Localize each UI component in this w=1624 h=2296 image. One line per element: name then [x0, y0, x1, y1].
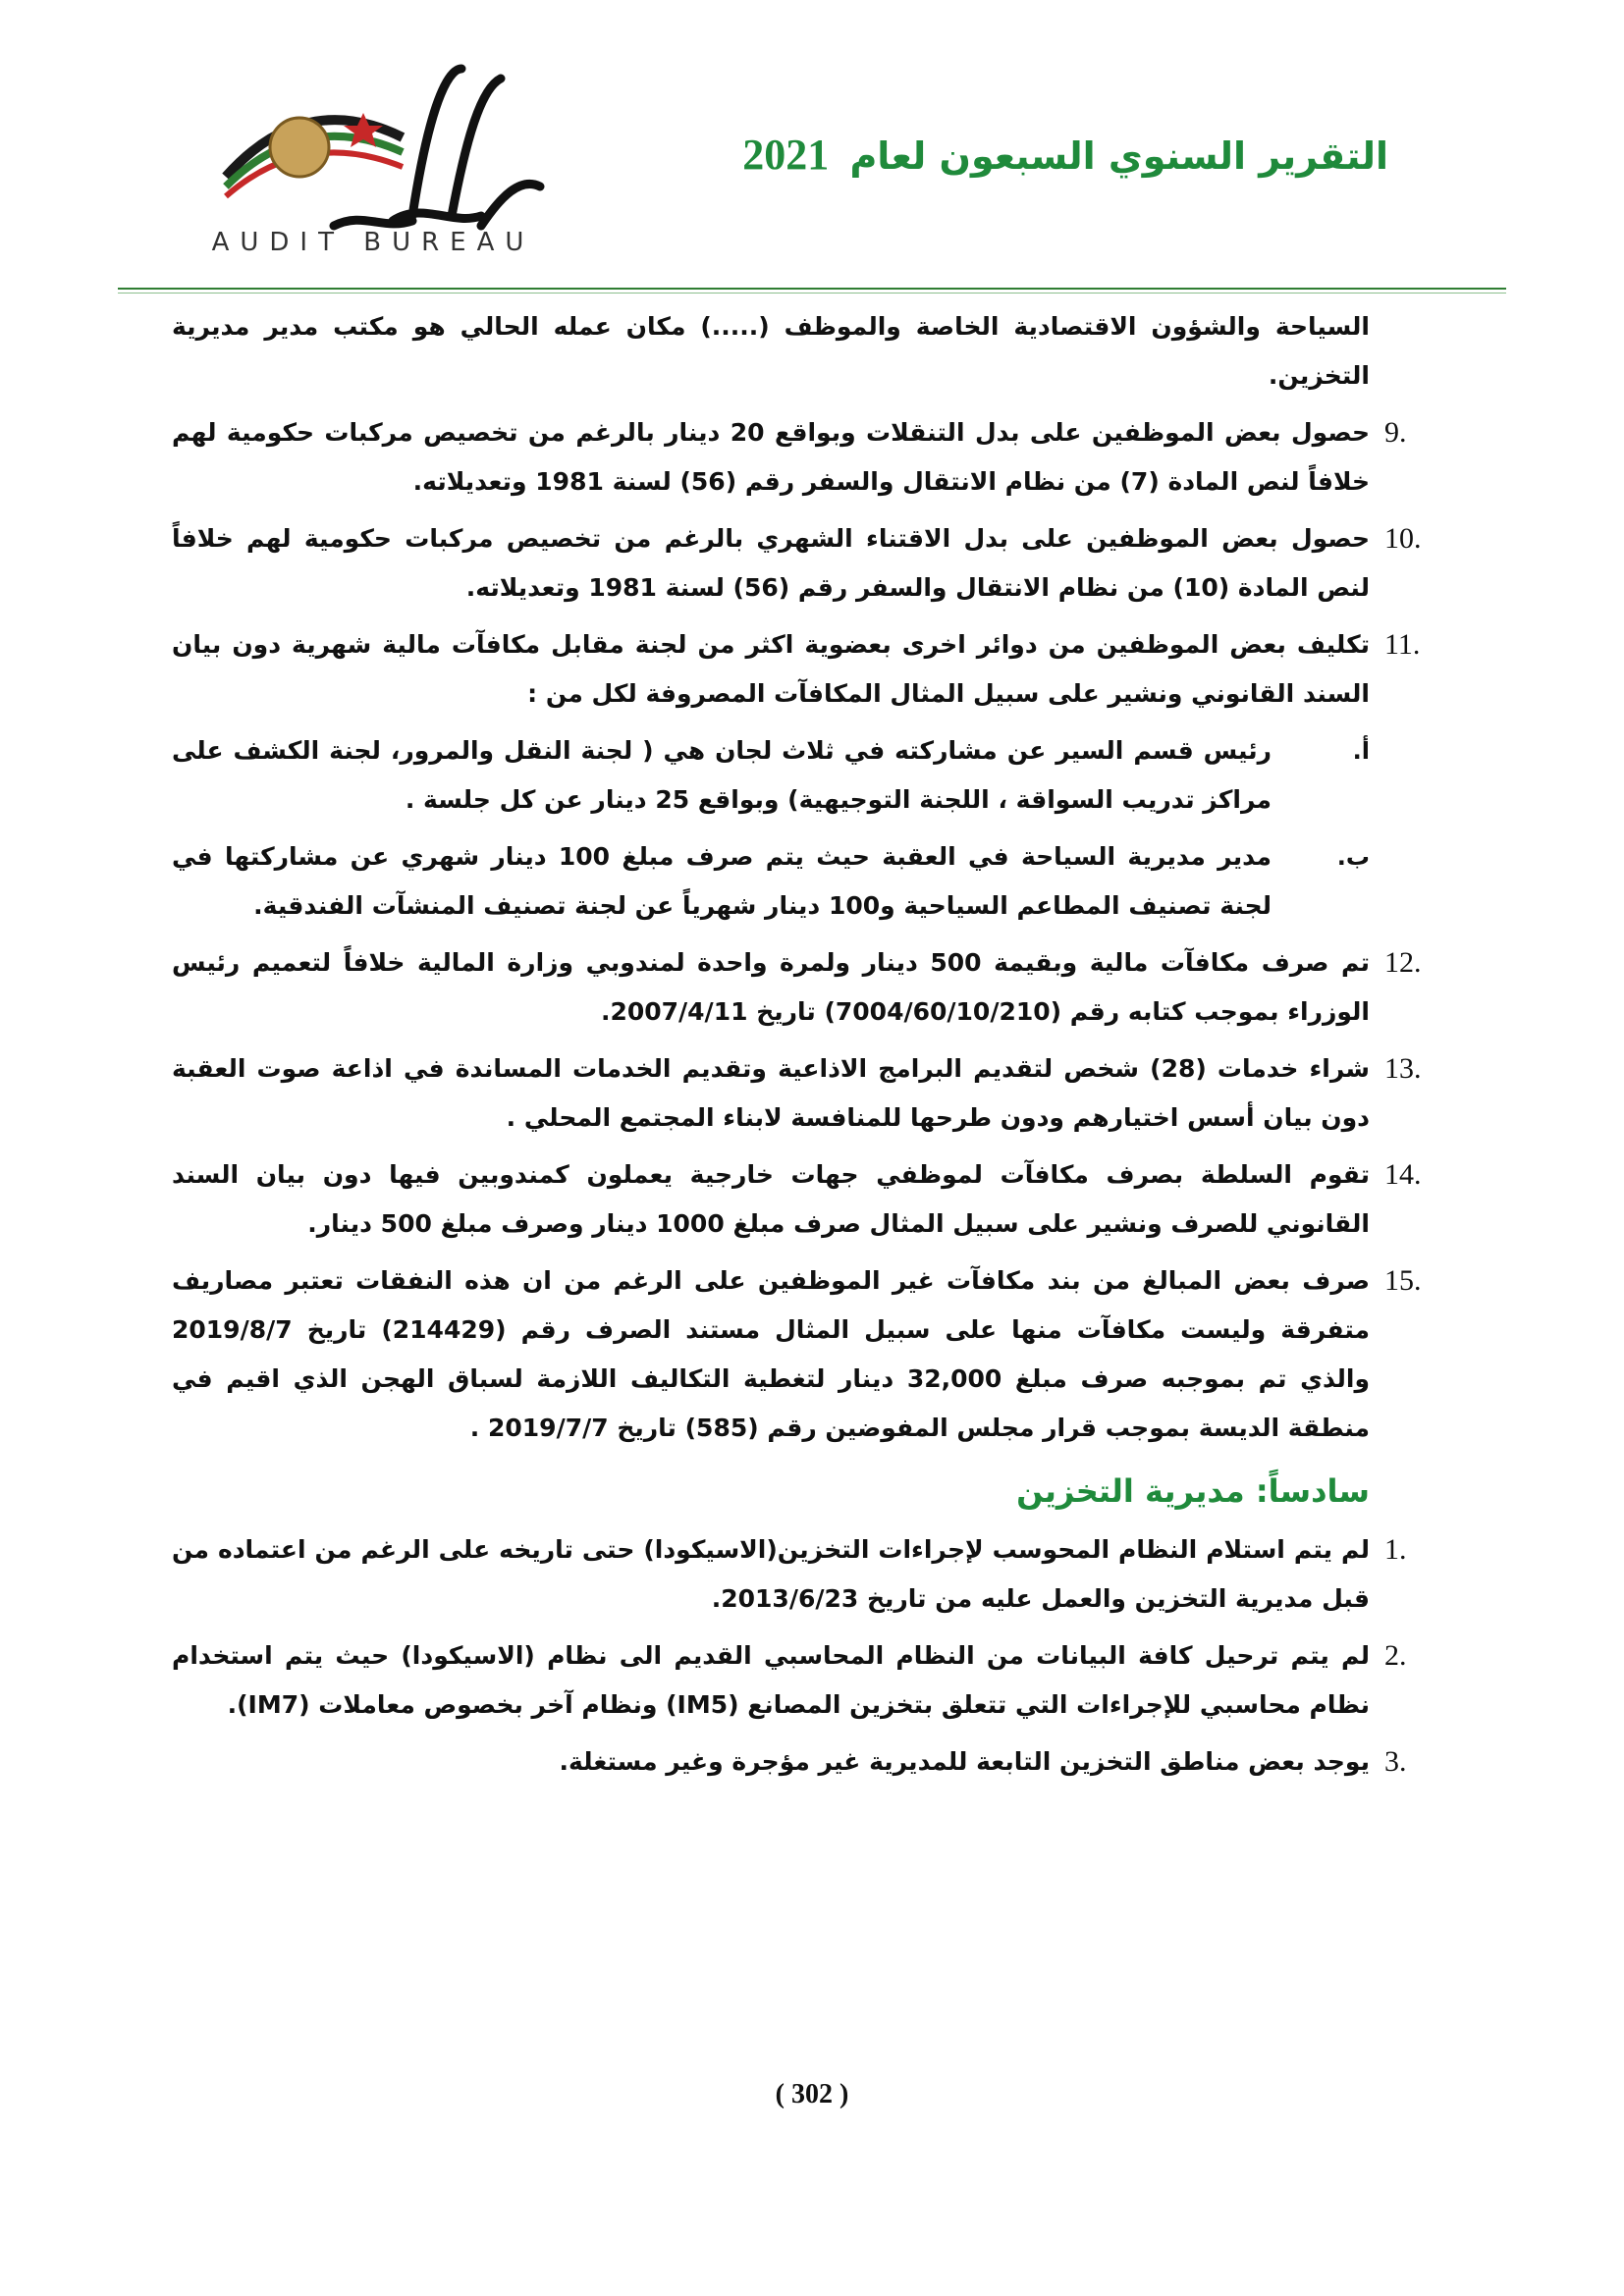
list-item — [172, 1737, 1407, 1787]
item-number: 12. — [1384, 946, 1422, 979]
item-number: 3. — [1384, 1745, 1407, 1778]
item-number: 10. — [1384, 522, 1422, 555]
item-text: تم صرف مكافآت مالية وبقيمة 500 دينار ولمرة واحدة لمندوبي وزارة المالية خلافاً لتعميم رئيس الوزراء بموجب كتابه رقم (7004/60/10/210) تاريخ 2007/4/11. — [172, 948, 1370, 1026]
list-item — [172, 408, 1407, 507]
logo-caption: AUDIT BUREAU — [211, 228, 535, 257]
item-number: 9. — [1384, 416, 1407, 449]
item-number: 13. — [1384, 1052, 1422, 1085]
item-text: تكليف بعض الموظفين من دوائر اخرى بعضوية اكثر من لجنة مقابل مكافآت مالية شهرية دون بيان السند القانوني ونشير على سبيل المثال المكافآت المصروفة لكل من : — [172, 630, 1370, 708]
list-item — [172, 938, 1422, 1037]
sub-item-letter: أ. — [1352, 737, 1370, 765]
list-item — [172, 1044, 1422, 1143]
report-title — [742, 130, 1388, 180]
item-text: لم يتم استلام النظام المحوسب لإجراءات التخزين(الاسيكودا) حتى تاريخه على الرغم من اعتماده من قبل مديرية التخزين والعمل عليه من تاريخ 2013/6/23. — [172, 1535, 1370, 1613]
item-number: 2. — [1384, 1639, 1407, 1672]
page-number: ( 302 ) — [775, 2079, 849, 2109]
sub-list-item — [172, 726, 1370, 825]
report-year: 2021 — [742, 131, 830, 179]
item-text: حصول بعض الموظفين على بدل الاقتناء الشهري بالرغم من تخصيص مركبات حكومية لهم خلافاً لنص المادة (10) من نظام الانتقال والسفر رقم (56) لسنة 1981 وتعديلاته. — [172, 524, 1370, 602]
intro-paragraph: السياحة والشؤون الاقتصادية الخاصة والموظف (.....) مكان عمله الحالي هو مكتب مدير مديرية التخزين. — [172, 312, 1370, 390]
list-item — [172, 620, 1421, 719]
list-item — [172, 1631, 1407, 1730]
list-item — [172, 514, 1422, 613]
list-item — [172, 1150, 1422, 1249]
item-text: صرف بعض المبالغ من بند مكافآت غير الموظفين على الرغم من ان هذه النفقات تعتبر مصاريف متفرقة وليست مكافآت منها على سبيل المثال مستند الصرف رقم (214429) تاريخ 2019/8/7 والذي تم بموجبه صرف مبلغ 32,000 دينار لتغطية التكاليف اللازمة لسباق الهجن الذي اقيم في منطقة الديسة بموجب قرار مجلس المفوضين رقم (585) تاريخ 2019/7/7 . — [172, 1266, 1371, 1442]
sub-item-letter: ب. — [1336, 843, 1370, 871]
item-text: شراء خدمات (28) شخص لتقديم البرامج الاذاعية وتقديم الخدمات المساندة في اذاعة صوت العقبة دون بيان أسس اختيارهم ودون طرحها للمنافسة لابناء المجتمع المحلي . — [172, 1054, 1370, 1132]
report-title-text: التقرير السنوي السبعون لعام — [849, 134, 1388, 178]
header-divider-thin — [118, 293, 1506, 294]
header-divider — [118, 288, 1506, 290]
item-text: حصول بعض الموظفين على بدل التنقلات وبواقع 20 دينار بالرغم من تخصيص مركبات حكومية لهم خلافاً لنص المادة (7) من نظام الانتقال والسفر رقم (56) لسنة 1981 وتعديلاته. — [172, 418, 1371, 496]
section-heading: سادساً: مديرية التخزين — [1016, 1472, 1370, 1510]
sub-list-item — [172, 832, 1370, 931]
item-text: لم يتم ترحيل كافة البيانات من النظام المحاسبي القديم الى نظام (الاسيكودا) حيث يتم استخدام نظام محاسبي للإجراءات التي تتعلق بتخزين المصانع (IM5) ونظام آخر بخصوص معاملات (IM7). — [172, 1641, 1370, 1719]
sub-item-text: رئيس قسم السير عن مشاركته في ثلاث لجان هي ( لجنة النقل والمرور، لجنة الكشف على مراكز تدريب السواقة ، اللجنة التوجيهية) وبواقع 25 دينار عن كل جلسة . — [172, 736, 1272, 814]
item-text: يوجد بعض مناطق التخزين التابعة للمديرية غير مؤجرة وغير مستغلة. — [559, 1747, 1370, 1776]
item-number: 15. — [1384, 1264, 1422, 1297]
document-body — [172, 302, 1422, 1794]
list-item — [172, 1525, 1407, 1624]
item-number: 1. — [1384, 1533, 1407, 1566]
item-text: تقوم السلطة بصرف مكافآت لموظفي جهات خارجية يعملون كمندوبين فيها دون بيان السند القانوني للصرف ونشير على سبيل المثال صرف مبلغ 1000 دينار وصرف مبلغ 500 دينار. — [172, 1160, 1370, 1238]
page-header — [0, 0, 1624, 294]
item-number: 11. — [1384, 628, 1421, 661]
list-item — [172, 1256, 1422, 1453]
item-number: 14. — [1384, 1158, 1422, 1191]
sub-item-text: مدير مديرية السياحة في العقبة حيث يتم صرف مبلغ 100 دينار شهري عن مشاركتها في لجنة تصنيف المطاعم السياحية و100 دينار شهرياً عن لجنة تصنيف المنشآت الفندقية. — [172, 842, 1272, 920]
